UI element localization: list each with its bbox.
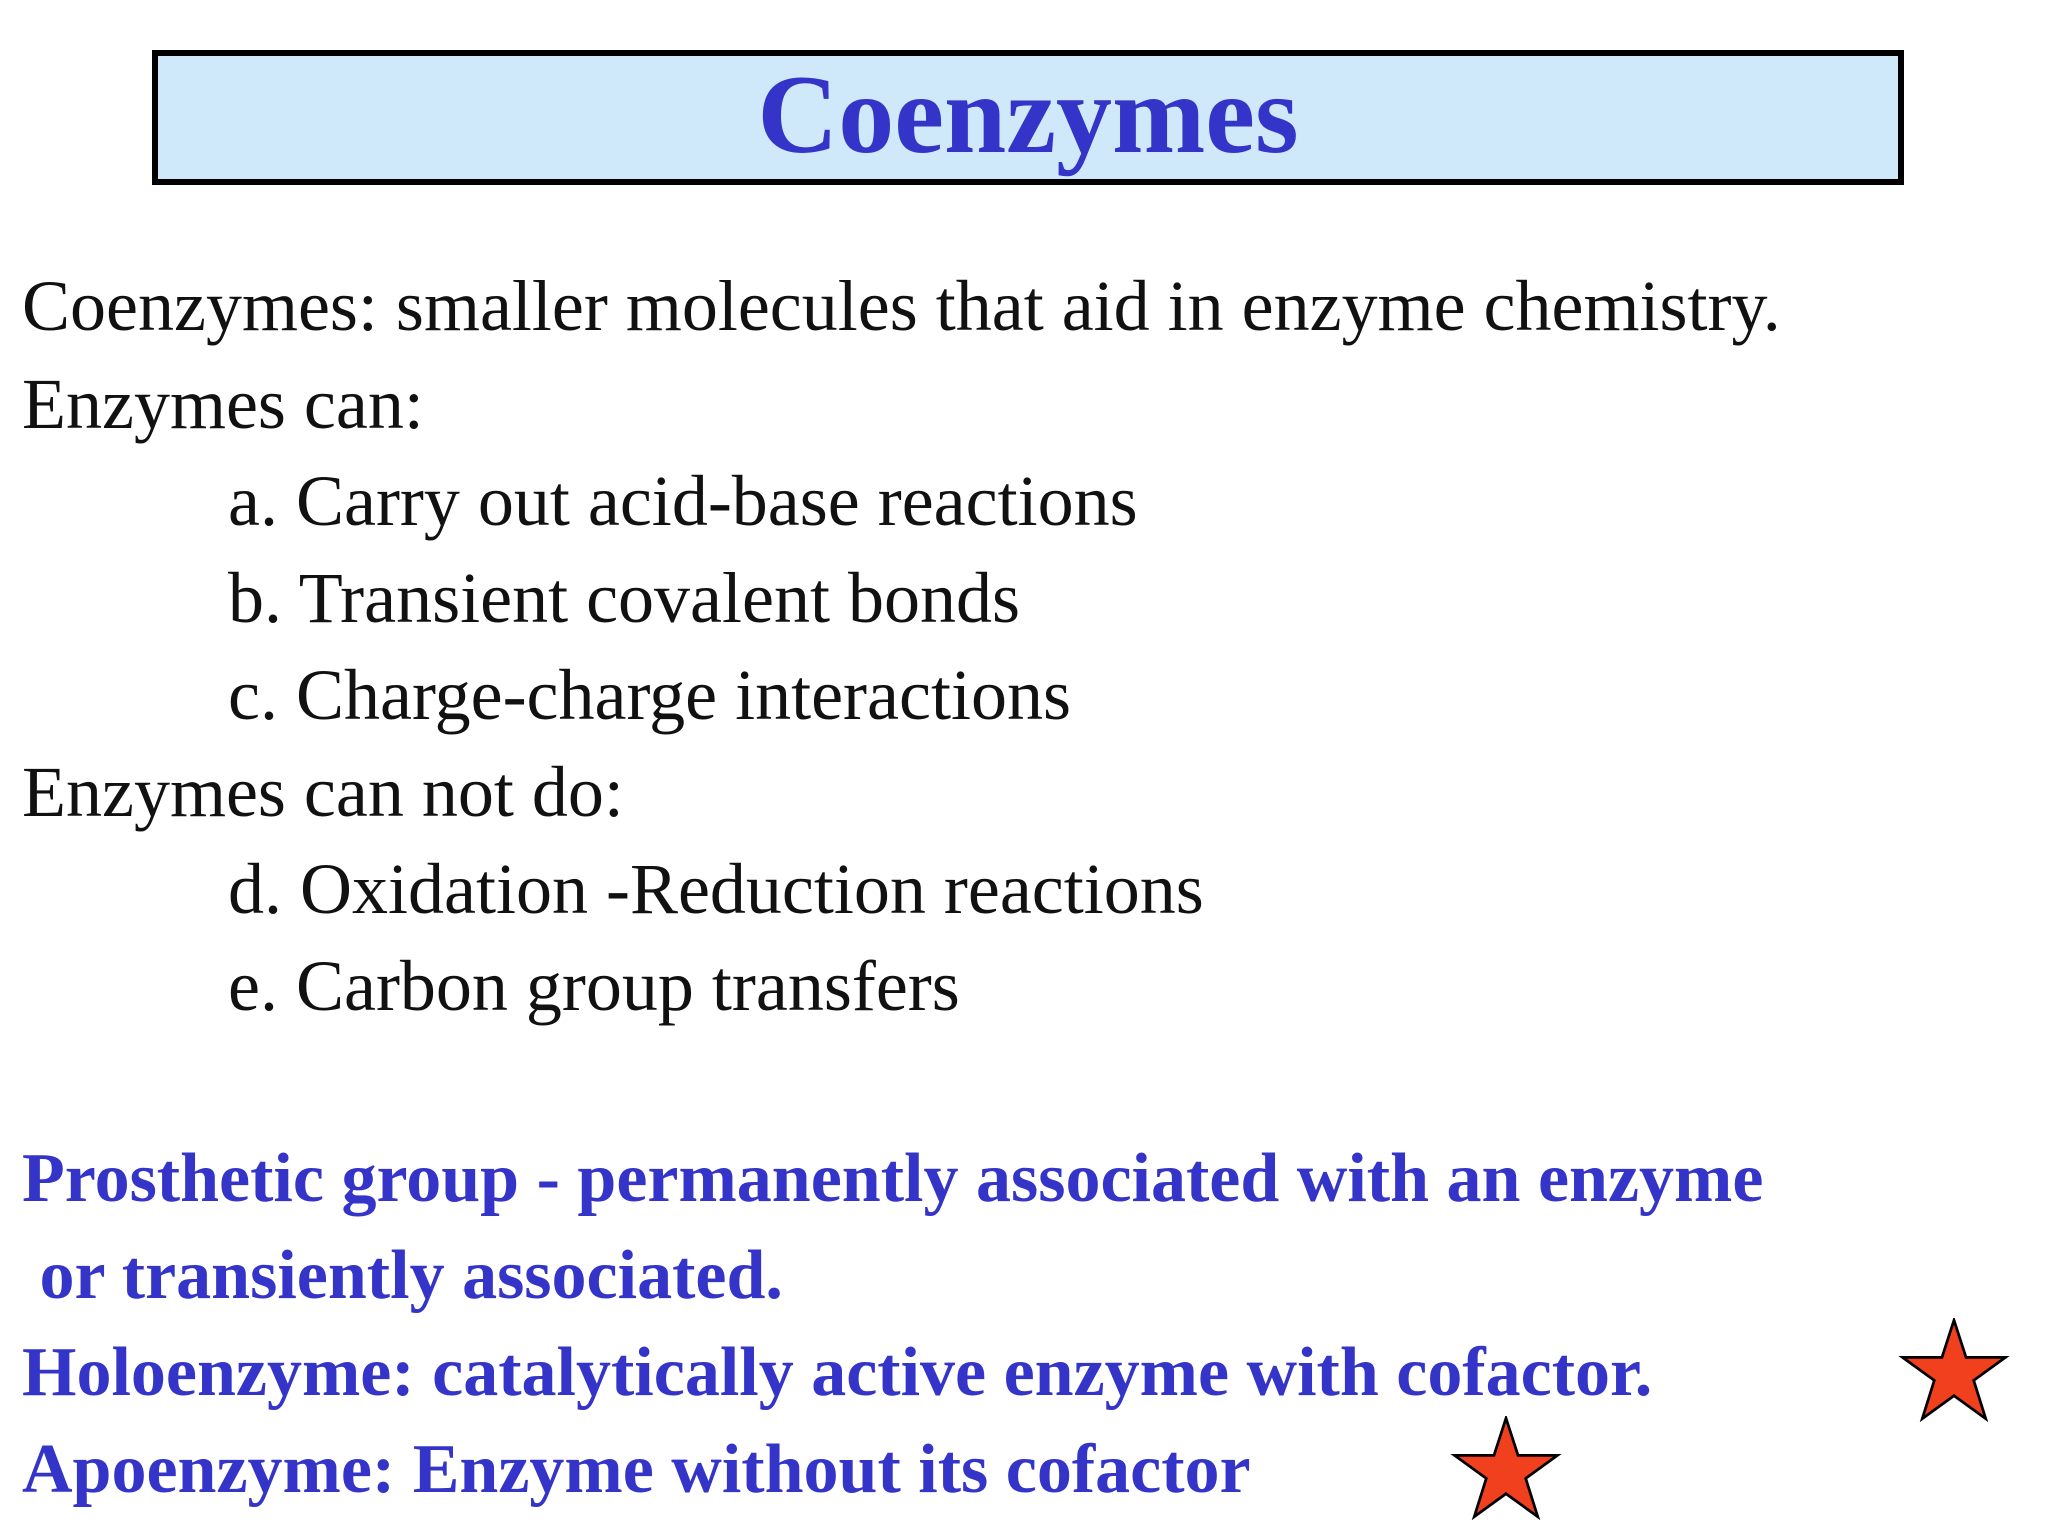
star-icon (1898, 1318, 2010, 1422)
prosthetic-line-1: Prosthetic group - permanently associated with an enzyme (22, 1140, 1764, 1217)
cannot-item-e: e. Carbon group transfers (228, 946, 960, 1026)
slide-title: Coenzymes (757, 52, 1299, 177)
apoenzyme-definition: Apoenzyme: Enzyme without its cofactor (22, 1431, 1251, 1508)
cannot-heading: Enzymes can not do: (22, 752, 624, 832)
can-item-a: a. Carry out acid-base reactions (228, 461, 1138, 541)
definition-line: Coenzymes: smaller molecules that aid in enzyme chemistry. (22, 266, 1781, 346)
can-item-c: c. Charge-charge interactions (228, 655, 1071, 735)
star-icon (1450, 1416, 1562, 1520)
prosthetic-line-2: or transiently associated. (22, 1237, 783, 1314)
can-item-b: b. Transient covalent bonds (228, 558, 1020, 638)
can-heading: Enzymes can: (22, 364, 424, 444)
title-box (152, 50, 1904, 185)
holoenzyme-definition: Holoenzyme: catalytically active enzyme with cofactor. (22, 1334, 1653, 1411)
cannot-item-d: d. Oxidation -Reduction reactions (228, 849, 1204, 929)
